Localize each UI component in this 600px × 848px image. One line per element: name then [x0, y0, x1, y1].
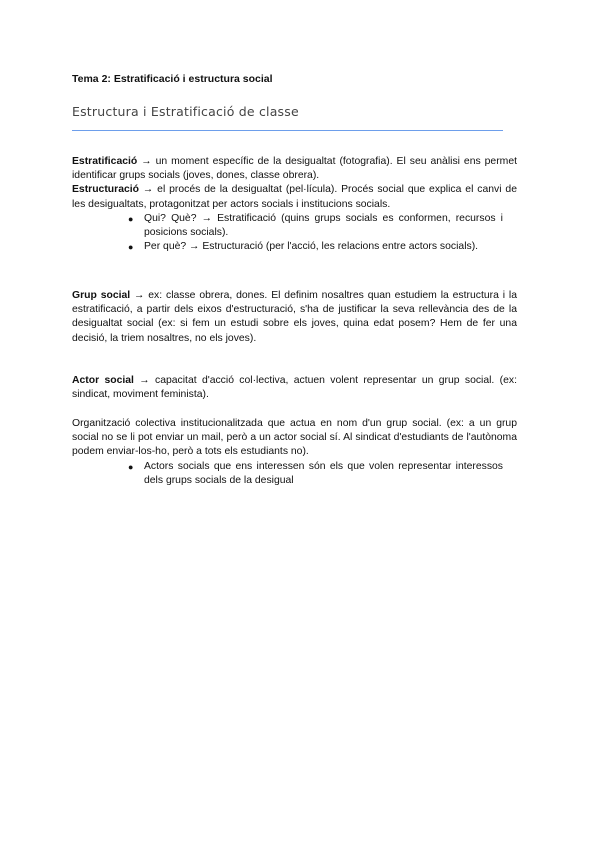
section-estratificacio-estructuracio	[72, 155, 517, 212]
section-organitzacio	[72, 417, 517, 460]
bullet-list-1	[128, 212, 503, 255]
section-actor-social	[72, 374, 517, 402]
term-estratificacio: Estratificació	[72, 156, 138, 167]
bullet-list-2	[128, 460, 503, 488]
bullet-dot-icon: ●	[128, 462, 134, 472]
bullet-dot-icon: ●	[128, 214, 134, 224]
title-divider	[72, 130, 503, 131]
definition-actor-social: → capacitat d'acció col·lectiva, actuen volent representar un grup social. (ex: sindicat, moviment feminista).	[72, 375, 517, 401]
list-item: ● Per què? → Estructuració (per l'acció, les relacions entre actors socials).	[128, 240, 503, 254]
definition-estructuracio: → el procés de la desigualtat (pel·lícula). Procés social que explica el canvi de les desigualtats, protagonitzat per actors socials i institucions socials.	[72, 184, 517, 210]
paragraph-estructuracio	[72, 183, 517, 211]
list-item: ● Actors socials que ens interessen són els que volen representar interessos dels grups socials de la desigual	[128, 461, 503, 487]
list-item: ● Qui? Què? → Estratificació (quins grups socials es conformen, recursos i posicions socials).	[128, 213, 503, 239]
paragraph-grup-social	[72, 289, 517, 346]
bullet-dot-icon: ●	[128, 242, 134, 253]
document-title: Tema 2: Estratificació i estructura social	[72, 73, 273, 85]
section-grup-social	[72, 289, 517, 346]
term-grup-social: Grup social	[72, 290, 131, 301]
document-subtitle: Estructura i Estratificació de classe	[72, 104, 299, 119]
paragraph-estratificacio	[72, 155, 517, 183]
paragraph-organitzacio: Organització colectiva institucionalitzada que actua en nom d'un grup social. (ex: a un grup social no se li pot enviar un mail, però a un actor social sí. Al sindicat d'estudiants de l'autònoma podem enviar-los-ho, però a tots els estudiants no).	[72, 418, 517, 458]
term-actor-social: Actor social	[72, 375, 134, 386]
term-estructuracio: Estructuració	[72, 184, 139, 196]
definition-estratificacio: → un moment específic de la desigualtat (fotografia). El seu anàlisi ens permet identificar grups socials (joves, dones, classe obrera).	[72, 156, 517, 182]
paragraph-actor-social	[72, 374, 517, 402]
definition-grup-social: → ex: classe obrera, dones. El definim nosaltres quan estudiem la estructura i la estratificació, a partir dels eixos d'estructuració, s'ha de justificar la seva rellevància des de la desigualtat social (ex: si fem un estudi sobre els joves, quina edat posem? Hem de fer una decisió, la triem nosaltres, no els joves).	[72, 290, 517, 344]
